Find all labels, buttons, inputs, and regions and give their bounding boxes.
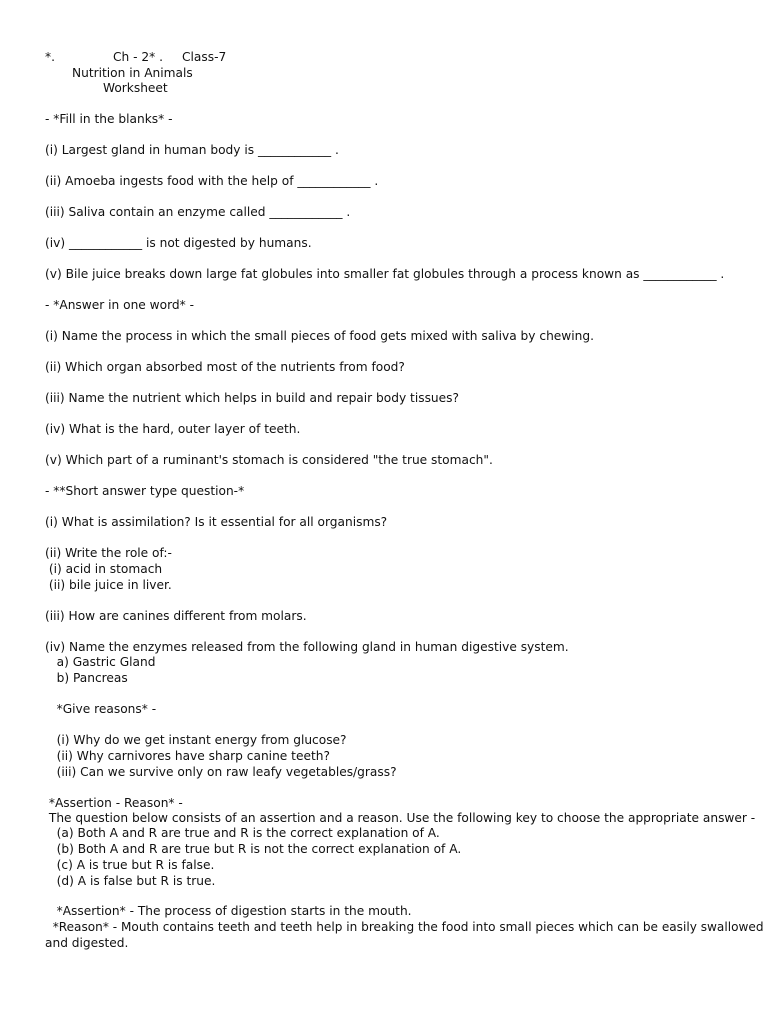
one-word-question: (v) Which part of a ruminant's stomach is considered "the true stomach". [45,453,493,467]
assertion-key: (b) Both A and R are true but R is not the correct explanation of A. [45,842,462,856]
fill-blank-item: (ii) Amoeba ingests food with the help of ____________ . [45,174,379,188]
assertion-intro: The question below consists of an assertion and a reason. Use the following key to choose the appropriate answer - [45,811,756,825]
assertion-heading: *Assertion - Reason* - [45,796,183,810]
reasons-heading: *Give reasons* - [45,702,157,716]
one-word-question: (ii) Which organ absorbed most of the nutrients from food? [45,360,405,374]
chapter-label: Ch - 2* . [113,50,163,64]
short-answer-question: (ii) Write the role of:- [45,546,172,560]
reason-statement: *Reason* - Mouth contains teeth and teeth help in breaking the food into small pieces which can be easily swallowed [45,920,764,934]
short-answer-subitem: b) Pancreas [45,671,128,685]
one-word-question: (iii) Name the nutrient which helps in build and repair body tissues? [45,391,459,405]
fill-blank-item: (iv) ____________ is not digested by humans. [45,236,312,250]
fill-blank-item: (i) Largest gland in human body is ____________ . [45,143,339,157]
short-answer-subitem: (i) acid in stomach [45,562,163,576]
assertion-key: (a) Both A and R are true and R is the correct explanation of A. [45,826,440,840]
short-answer-subitem: (ii) bile juice in liver. [45,578,172,592]
short-answer-subitem: a) Gastric Gland [45,655,156,669]
header-star: *. [45,50,55,64]
fill-blank-item: (v) Bile juice breaks down large fat globules into smaller fat globules through a process known as ____________ . [45,267,725,281]
worksheet-title: Nutrition in Animals [72,66,193,80]
one-word-heading: - *Answer in one word* - [45,298,194,312]
reason-statement-continued: and digested. [45,936,129,950]
short-answer-question: (i) What is assimilation? Is it essential for all organisms? [45,515,388,529]
assertion-key: (d) A is false but R is true. [45,874,216,888]
short-answer-heading: - **Short answer type question-* [45,484,245,498]
one-word-question: (i) Name the process in which the small pieces of food gets mixed with saliva by chewing. [45,329,594,343]
one-word-question: (iv) What is the hard, outer layer of teeth. [45,422,301,436]
assertion-key: (c) A is true but R is false. [45,858,215,872]
class-label: Class-7 [182,50,227,64]
reason-question: (ii) Why carnivores have sharp canine teeth? [45,749,330,763]
fill-blanks-heading: - *Fill in the blanks* - [45,112,173,126]
reason-question: (i) Why do we get instant energy from glucose? [45,733,347,747]
fill-blank-item: (iii) Saliva contain an enzyme called ____________ . [45,205,351,219]
worksheet-subtitle: Worksheet [103,81,168,95]
short-answer-question: (iv) Name the enzymes released from the following gland in human digestive system. [45,640,569,654]
assertion-statement: *Assertion* - The process of digestion starts in the mouth. [45,904,412,918]
reason-question: (iii) Can we survive only on raw leafy vegetables/grass? [45,765,397,779]
short-answer-question: (iii) How are canines different from molars. [45,609,307,623]
